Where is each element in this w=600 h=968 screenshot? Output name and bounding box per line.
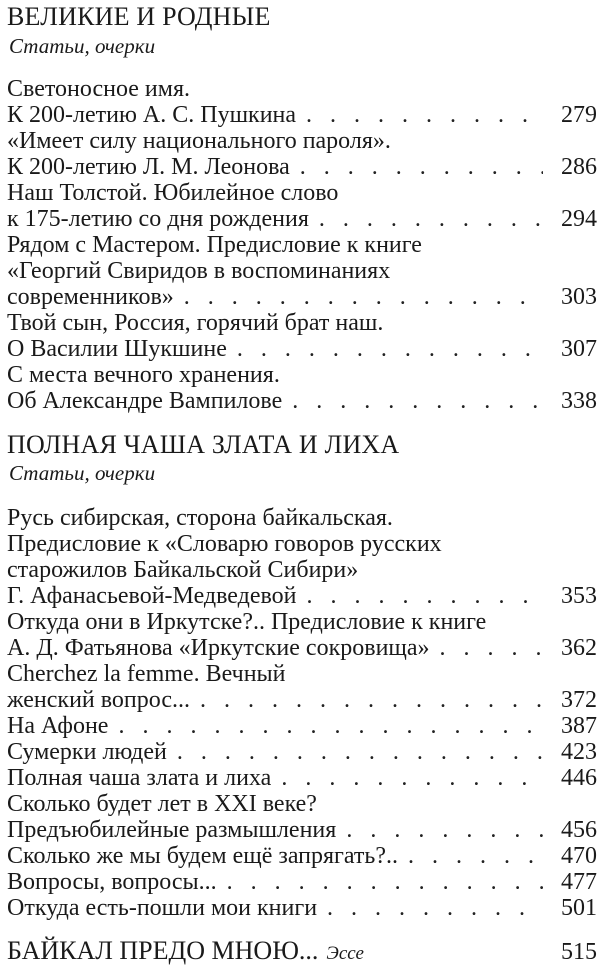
- entry-title: К 200-летию А. С. Пушкина: [7, 102, 297, 128]
- entry-text-line: Откуда они в Иркутске?.. Предисловие к книге: [7, 609, 487, 635]
- toc-entry[interactable]: [7, 153, 597, 181]
- dot-leader: [177, 738, 543, 766]
- entry-text-line: Русь сибирская, сторона байкальская.: [7, 505, 393, 531]
- toc-entry[interactable]: [7, 283, 597, 311]
- entry-title: На Афоне: [7, 713, 109, 739]
- dot-leader: [184, 283, 543, 311]
- page-number: 446: [561, 765, 597, 791]
- entry-title: Полная чаша злата и лиха: [7, 765, 272, 791]
- page-number: 307: [561, 336, 597, 362]
- entry-text-line: Сколько будет лет в XXI веке?: [7, 791, 317, 817]
- entry-text-line: «Георгий Свиридов в воспоминаниях: [7, 258, 391, 284]
- toc-entry[interactable]: [7, 868, 597, 896]
- section-subtitle: Статьи, очерки: [9, 34, 156, 58]
- toc-entry[interactable]: [7, 738, 597, 766]
- page-number: 515: [561, 939, 597, 965]
- final-section-title: [7, 936, 364, 966]
- entry-title: А. Д. Фатьянова «Иркутские сокровища»: [7, 635, 430, 661]
- entry-title: Предъюбилейные размышления: [7, 817, 337, 843]
- page-number: 338: [561, 388, 597, 414]
- page-number: 477: [561, 869, 597, 895]
- entry-text-line: С места вечного хранения.: [7, 362, 280, 388]
- entry-text-line: Рядом с Мастером. Предисловие к книге: [7, 232, 422, 258]
- toc-entry[interactable]: [7, 634, 597, 662]
- dot-leader: [346, 816, 543, 844]
- toc-entry[interactable]: [7, 686, 597, 714]
- entry-text-line: Наш Толстой. Юбилейное слово: [7, 180, 339, 206]
- dot-leader: [237, 335, 543, 363]
- page-number: 387: [561, 713, 597, 739]
- dot-leader: [306, 101, 543, 129]
- section-subtitle: Статьи, очерки: [9, 461, 156, 485]
- entry-text-line: Предисловие к «Словарю говоров русских: [7, 531, 442, 557]
- entry-title: современников»: [7, 284, 174, 310]
- dot-leader: [300, 153, 543, 181]
- dot-leader: [281, 764, 543, 792]
- entry-text-line: Твой сын, Россия, горячий брат наш.: [7, 310, 384, 336]
- entry-title: Сумерки людей: [7, 739, 167, 765]
- dot-leader: [118, 712, 543, 740]
- final-section-tag: Эссе: [326, 943, 364, 964]
- entry-title: Об Александре Вампилове: [7, 388, 283, 414]
- dot-leader: [292, 387, 543, 415]
- entry-title: Г. Афанасьевой-Медведевой: [7, 583, 297, 609]
- page-number: 303: [561, 284, 597, 310]
- entry-title: Вопросы, вопросы...: [7, 869, 217, 895]
- page-number: 501: [561, 895, 597, 921]
- entry-text-line: «Имеет силу национального пароля».: [7, 128, 391, 154]
- entry-text-line: Cherchez la femme. Вечный: [7, 661, 286, 687]
- toc-entry[interactable]: [7, 764, 597, 792]
- entry-text-line: Светоносное имя.: [7, 76, 190, 102]
- page-number: 470: [561, 843, 597, 869]
- page-number: 294: [561, 206, 597, 232]
- entry-title: О Василии Шукшине: [7, 336, 227, 362]
- toc-entry[interactable]: [7, 712, 597, 740]
- page-number: 286: [561, 154, 597, 180]
- toc-entry[interactable]: [7, 582, 597, 610]
- dot-leader: [408, 842, 543, 870]
- page-number: 456: [561, 817, 597, 843]
- page-number: 279: [561, 102, 597, 128]
- toc-entry[interactable]: [7, 842, 597, 870]
- dot-leader: [327, 894, 543, 922]
- page-number: 423: [561, 739, 597, 765]
- toc-entry[interactable]: [7, 335, 597, 363]
- dot-leader: [227, 868, 543, 896]
- toc-entry[interactable]: [7, 387, 597, 415]
- page-number: 372: [561, 687, 597, 713]
- page-number: 362: [561, 635, 597, 661]
- toc-entry[interactable]: [7, 101, 597, 129]
- final-title-text: БАЙКАЛ ПРЕДО МНОЮ...: [7, 936, 319, 965]
- section-title: ПОЛНАЯ ЧАША ЗЛАТА И ЛИХА: [7, 430, 400, 459]
- entry-title: Сколько же мы будем ещё запрягать?..: [7, 843, 399, 869]
- dot-leader: [440, 634, 543, 662]
- entry-text-line: старожилов Байкальской Сибири»: [7, 557, 359, 583]
- section-title: ВЕЛИКИЕ И РОДНЫЕ: [7, 2, 271, 31]
- entry-title: Откуда есть-пошли мои книги: [7, 895, 318, 921]
- toc-entry[interactable]: [7, 205, 597, 233]
- page-number: 353: [561, 583, 597, 609]
- final-section-entry[interactable]: [7, 936, 597, 966]
- entry-title: К 200-летию Л. М. Леонова: [7, 154, 290, 180]
- toc-entry[interactable]: [7, 816, 597, 844]
- toc-entry[interactable]: [7, 894, 597, 922]
- dot-leader: [307, 582, 543, 610]
- entry-title: женский вопрос...: [7, 687, 191, 713]
- entry-title: к 175-летию со дня рождения: [7, 206, 309, 232]
- dot-leader: [319, 205, 543, 233]
- dot-leader: [200, 686, 543, 714]
